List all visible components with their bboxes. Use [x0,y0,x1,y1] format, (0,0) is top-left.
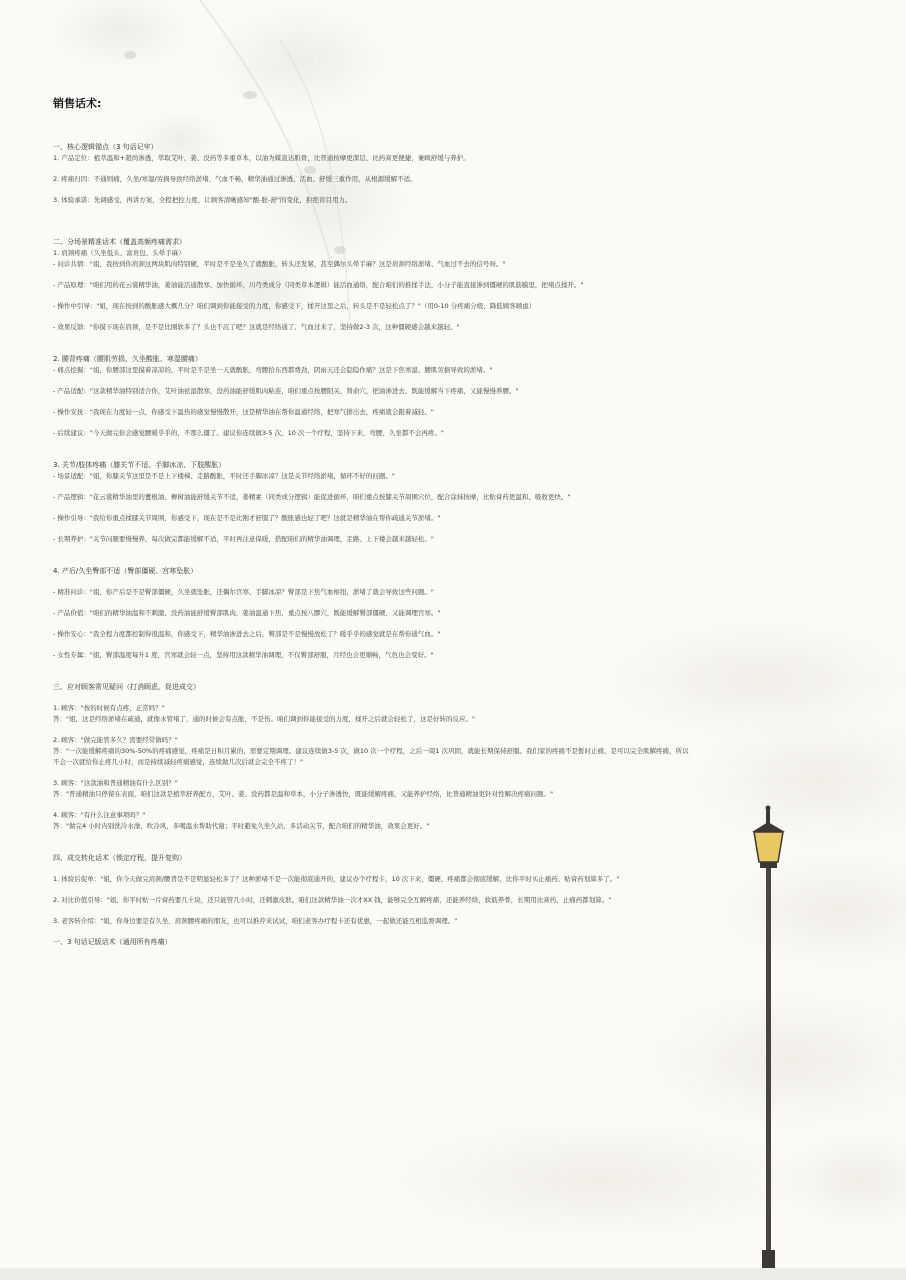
faq-question: 1. 顾客："按的时候有点疼，正常吗？" [53,704,165,712]
section-summary [53,937,689,948]
section-heading: 二、分场景精准话术（覆盖高频疼痛需求） [53,238,186,246]
paragraph: 1. 产品定位：植萃温和+超尚渗透，萃取艾叶、姜、没药等多重草本，以油为媒直达肌骨，比普通按摩更深层、比药膏更便捷，兼顾舒缓与养护。 [53,154,470,162]
paragraph: - 操作中引导："姐，现在按到的酸胀感大概几分？咱们调到你能接受的力度，你感受下，揉开这里之后，转头是不是轻松点了？"（用0-10 分疼痛分级，降低顾客顾虑） [53,302,536,310]
paragraph: - 后续建议："今天做完你会感觉腰暖乎乎的，不那么僵了。建议你连续做3-5 次，10 次一个疗程，坚持下来，弯腰、久坐都不会再疼。" [53,429,444,437]
paragraph: - 女性专属："姐，臀部温度每升1 度，宫寒就会轻一点，坚持用这款精华油调理，不仅臀部舒服，月经也会更顺畅，气色也会变好。" [53,651,434,659]
section-core [53,142,689,206]
paragraph: 1. 体验后促单："姐，你今天做完肩颈/腰背是不是明显轻松多了？这种淤堵不是一次能彻底通开的，建议办个疗程卡，10 次下来，僵硬、疼痛都会彻底缓解，比你平时买止痛药、贴膏药划算多了。" [53,875,620,883]
paragraph: - 产品适配："这款精华油特别适合你，艾叶油祛湿散寒，没药油能舒缓肌肉粘连，咱们重点按腰阳关、肾俞穴，把油渗进去，既能缓解当下疼痛，又能慢慢养腰。" [53,387,519,395]
section-scenes-shoulder [53,237,689,333]
paragraph: - 产品逻辑："花云裳精华油里的薑根油、柳树油能舒缓关节不适，姜精素（同类成分逻辑）能促进循环，咱们重点按膝关节周围穴位，配合涂抹按摩，比贴膏药更温和、吸收更快。" [53,493,571,501]
paragraph: - 场景适配："姐，你膝关节这里是不是上下楼梯、走路酸胀，平时还手脚冰凉？这是关节经络淤堵、循环不好的问题。" [53,472,395,480]
section-conversion [53,853,689,927]
paragraph: - 痛点挖掘："姐，你腰部这里摸着凉凉的，平时是不是坐一天就酸胀，弯腰拾东西都费劲，阴雨天还会隐隐作痛？这是下焦寒湿、腰肌劳损导致的淤堵。" [53,366,493,374]
section-heading: 四、成交转化话术（锁定疗程，提升复购） [53,854,186,862]
faq-answer: 答："姐，这是经络淤堵在疏通，就像水管堵了，通的时候会有点胀，不是伤。咱们调到你能接受的力度，揉开之后就会轻松了，这是好转的反应。" [53,715,475,723]
faq-answer: 答："普通精油只停留在表面，咱们这款是植萃舒养配方，艾叶、姜、没药都是温和草本，小分子渗透快，既能缓解疼痛，又能养护经络，比普通精油更针对性解决疼痛问题。" [53,790,553,798]
paragraph: 2. 疼痛归因：不通则痛，久坐/寒湿/劳损导致经络淤堵、气血不畅，精华油通过渗透、活血、舒缓三重作用，从根源缓解不适。 [53,175,417,183]
paragraph: - 操作安抚："我现在力度轻一点，你感受下温热的感觉慢慢散开，这是精华油在帮你温通经络，把寒气排出去，疼痛就会跟着减轻。" [53,408,434,416]
paragraph: 2. 对比价值引导："姐，你平时贴一片膏药要几十块，还只能管几小时，还刺激皮肤。咱们这款精华油一次才XX 钱，能够完全互解疼痛，还能养经络，软筋养骨，长期用比膏药、止痛药都划算。" [53,896,612,904]
section-scenes-back [53,354,689,439]
bottom-bar [0,1268,906,1280]
section-heading: 三、应对顾客常见疑问（打消顾虑，促进成交） [53,683,200,691]
section-scenes-joint [53,460,689,545]
section-heading: 一、核心逻辑锚点（3 句话记牢） [53,143,158,151]
paragraph: - 操作安心："我全程力度都控制得很温和，你感受下，精华油渗进去之后，臀部是不是慢慢放松了？暖乎乎的感觉就是在帮你通气血。" [53,630,441,638]
document-body [53,95,689,948]
faq-question: 2. 顾客："做完能管多久？需要经常做吗？" [53,736,178,744]
faq-answer: 答："做完4 小时内别洗冷水澡、吹冷风，多喝温水帮助代谢；平时避免久坐久站，多活动关节，配合咱们的精华油，效果会更好。" [53,822,430,830]
paragraph: 3. 体验承诺：先调感受，再讲方案，全程把控力度，让顾客清晰感知"酸-胀-舒"的变化，拒绝盲目用力。 [53,196,352,204]
section-heading: 3. 关节/肢体疼痛（膝关节不适、手脚冰凉、下肢酸胀） [53,461,226,469]
paragraph: - 精准问诊："姐，你产后是不是臀部僵硬，久坐就坠胀，还偶尔宫寒、手脚冰凉？臀部是下焦气血枢纽，淤堵了就会导致这些问题。" [53,588,434,596]
section-heading: 4. 产后/久坐臀部不适（臀部僵硬、宫寒坠胀） [53,567,198,575]
faq-question: 4. 顾客："有什么注意事项吗？" [53,811,146,819]
section-scenes-hip [53,566,689,661]
page-title: 销售话术: [53,97,102,110]
faq-question: 3. 顾客："这款油和普通精油有什么区别？" [53,779,178,787]
faq-answer: 答："一次能缓解疼痛的30%-50%的疼痛感觉，疼痛是日积月累的，需要定期调理。建议连续做3-5 次，做10 次一个疗程，之后一周1 次巩固，就能长期保持舒服。我们家的疼痛不是暂时止痛，是可以完全肌解疼痛，所以不会一次就给你止疼几小时，而是持续减轻疼痛感觉，连续做几次后就会完全不疼了！" [53,747,689,766]
paragraph: - 产品原理："咱们用的花云裳精华油，姜油能活通散寒、加快循环，川芎类成分（同类草本逻辑）能活血通络，配合咱们的推揉手法，小分子能直接渗到僵硬的肌筋膜里，把堵点揉开。" [53,281,584,289]
paragraph: - 问诊共情："姐，我按到你肩颈这两块肌肉特别硬，平时是不是坐久了就酸胀，转头还发紧，甚至偶尔头晕手麻？这是肩颈经络淤堵、气血过不去的信号呀。" [53,260,506,268]
paragraph: 3. 老客转介绍："姐，你身边要是有久坐、肩颈腰疼痛的朋友，也可以推荐来试试，咱们老客办疗程卡还有优惠，一起做还能互相监督调理。" [53,917,458,925]
section-faq [53,682,689,832]
paragraph: - 效果反馈："你摸下现在肩颈，是不是比刚软多了？头也不沉了吧？这就是经络通了、气血过来了，坚持做2-3 次，这种僵硬感会越来越轻。" [53,323,460,331]
subheading: 1. 肩颈疼痛（久坐低头、富贵包、头晕手麻） [53,249,185,257]
section-heading: 一、3 句话记版话术（通用所有疼痛） [53,938,172,946]
paragraph: - 操作引导："我给你重点揉膝关节周围，你感受下，现在是不是比刚才舒服了？酸胀感也轻了吧？这就是精华油在帮你疏通关节淤堵。" [53,514,441,522]
paragraph: - 产品价值："咱们的精华油温和不刺激，没药油能舒缓臀部肌肉，姜油温通下焦，重点按八髎穴，既能缓解臀部僵硬，又能调理宫寒。" [53,609,441,617]
section-heading: 2. 腰背疼痛（腰肌劳损、久坐酸胀、寒湿腰痛） [53,355,202,363]
paragraph: - 长期养护："关节问题要慢慢养，每次做完都能缓解不适，平时再注意保暖，搭配咱们的精华油调理，走路、上下楼会越来越轻松。" [53,535,434,543]
